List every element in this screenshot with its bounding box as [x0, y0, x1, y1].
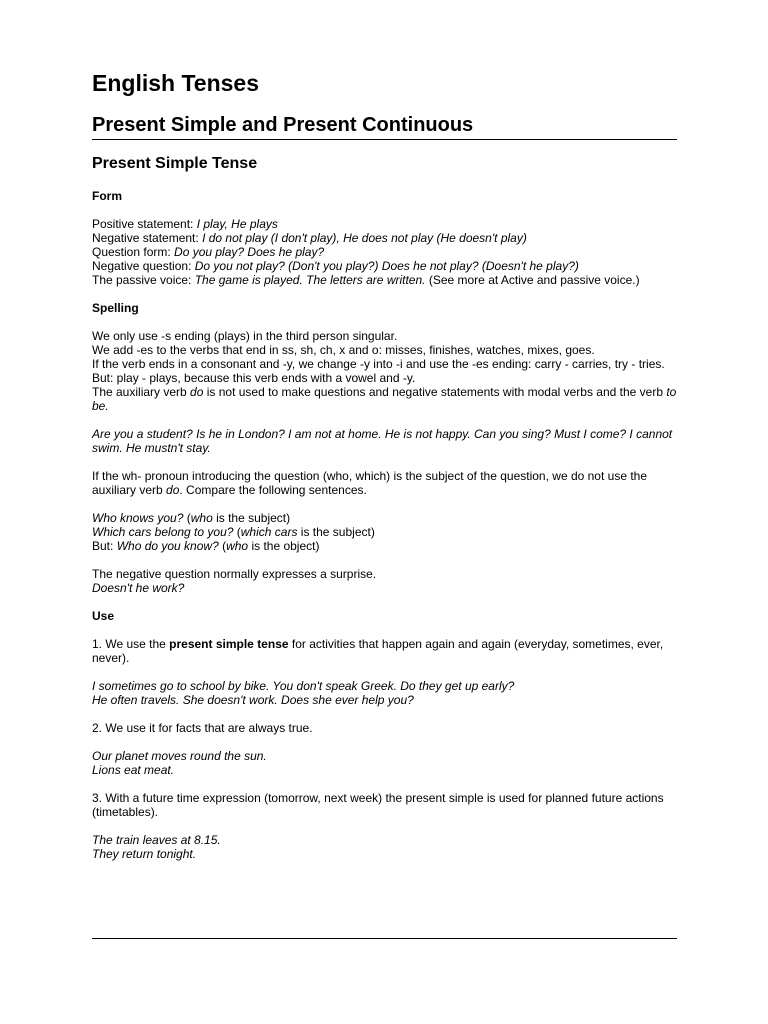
italic-text: do [190, 385, 204, 399]
italic-text: who [190, 511, 213, 525]
paragraph [92, 637, 677, 665]
text-run: is the object) [248, 539, 320, 553]
footer-rule [92, 938, 677, 939]
text-line [92, 245, 677, 259]
paragraph [92, 721, 677, 735]
text-line [92, 763, 677, 777]
italic-text: I sometimes go to school by bike. You don't speak Greek. Do they get up early? [92, 679, 515, 693]
text-run: The negative question normally expresses a surprise. [92, 567, 377, 581]
text-run: ( [218, 539, 227, 553]
text-line [92, 833, 677, 847]
paragraph [92, 791, 677, 819]
text-line [92, 525, 677, 539]
italic-text: to be. [92, 385, 677, 413]
text-line [92, 539, 677, 553]
text-line [92, 581, 677, 595]
text-run: The auxiliary verb [92, 385, 191, 399]
text-line [92, 371, 677, 385]
document-subtitle: Present Simple and Present Continuous [92, 112, 677, 140]
text-run: Positive statement: [92, 217, 197, 231]
italic-text: They return tonight. [92, 847, 197, 861]
italic-text: do [166, 483, 180, 497]
text-line [92, 847, 677, 861]
text-run: 1. We use the [92, 637, 170, 651]
text-run: 2. We use it for facts that are always true. [92, 721, 313, 735]
paragraph [92, 511, 677, 553]
text-run: (See more at Active and passive voice.) [425, 273, 640, 287]
form-heading: Form [92, 189, 122, 203]
text-run: We only use -s ending (plays) in the third person singular. [92, 329, 398, 343]
use-block [92, 637, 677, 861]
paragraph [92, 749, 677, 777]
text-line [92, 679, 677, 693]
italic-text: Doesn't he work? [92, 581, 185, 595]
text-line [92, 329, 677, 343]
text-run: is not used to make questions and negative statements with modal verbs and the verb [203, 385, 667, 399]
text-run: We add -es to the verbs that end in ss, sh, ch, x and o: misses, finishes, watches, mixes, goes. [92, 343, 595, 357]
text-line [92, 427, 677, 455]
text-run: If the verb ends in a consonant and -y, we change -y into -i and use the -es ending: carry - carries, try - tries. [92, 357, 665, 371]
text-line [92, 693, 677, 707]
text-run: is the subject) [212, 511, 291, 525]
italic-text: Do you not play? (Don't you play?) Does he not play? (Doesn't he play?) [194, 259, 579, 273]
italic-text: The game is played. The letters are written. [194, 273, 426, 287]
spelling-heading: Spelling [92, 301, 139, 315]
text-line [92, 231, 677, 245]
text-line [92, 791, 677, 819]
spelling-block [92, 329, 677, 595]
text-run: ( [233, 525, 241, 539]
text-line [92, 357, 677, 371]
italic-text: Which cars belong to you? [92, 525, 234, 539]
italic-text: Our planet moves round the sun. [92, 749, 267, 763]
text-run: But: play - plays, because this verb ends with a vowel and -y. [92, 371, 416, 385]
paragraph [92, 469, 677, 497]
italic-text: He often travels. She doesn't work. Does she ever help you? [92, 693, 414, 707]
form-block [92, 217, 677, 287]
paragraph [92, 567, 677, 595]
text-run: . Compare the following sentences. [179, 483, 367, 497]
paragraph [92, 679, 677, 707]
italic-text: The train leaves at 8.15. [92, 833, 221, 847]
text-line [92, 567, 677, 581]
text-line [92, 385, 677, 413]
text-line [92, 217, 677, 231]
paragraph [92, 329, 677, 413]
italic-text: Who do you know? [116, 539, 219, 553]
text-line [92, 511, 677, 525]
text-run: But: [92, 539, 117, 553]
text-line [92, 721, 677, 735]
text-run: Question form: [92, 245, 175, 259]
text-line [92, 469, 677, 497]
text-line [92, 343, 677, 357]
italic-text: Who knows you? [92, 511, 184, 525]
text-run: 3. With a future time expression (tomorrow, next week) the present simple is used for planned future actions (timetables). [92, 791, 664, 819]
text-run: ( [183, 511, 191, 525]
use-heading: Use [92, 609, 115, 623]
italic-text: Are you a student? Is he in London? I am not at home. He is not happy. Can you sing? Must I come? I cannot swim. He mustn't stay. [92, 427, 673, 455]
text-run: Negative question: [92, 259, 195, 273]
document-title: English Tenses [92, 70, 260, 96]
text-line [92, 637, 677, 665]
text-run: If the wh- pronoun introducing the question (who, which) is the subject of the question, we do not use the auxiliary verb [92, 469, 648, 497]
paragraph [92, 833, 677, 861]
section-heading: Present Simple Tense [92, 155, 258, 172]
text-run: is the subject) [297, 525, 375, 539]
bold-text: present simple tense [169, 637, 289, 651]
italic-text: Lions eat meat. [92, 763, 175, 777]
text-line [92, 259, 677, 273]
text-line [92, 273, 677, 287]
italic-text: I do not play (I don't play), He does not play (He doesn't play) [202, 231, 527, 245]
italic-text: which cars [240, 525, 298, 539]
text-line [92, 749, 677, 763]
italic-text: who [226, 539, 249, 553]
text-run: Negative statement: [92, 231, 203, 245]
text-run: for activities that happen again and again (everyday, sometimes, ever, never). [92, 637, 664, 665]
italic-text: Do you play? Does he play? [174, 245, 325, 259]
document-body [92, 68, 677, 861]
italic-text: I play, He plays [196, 217, 278, 231]
paragraph [92, 427, 677, 455]
text-run: The passive voice: [92, 273, 195, 287]
